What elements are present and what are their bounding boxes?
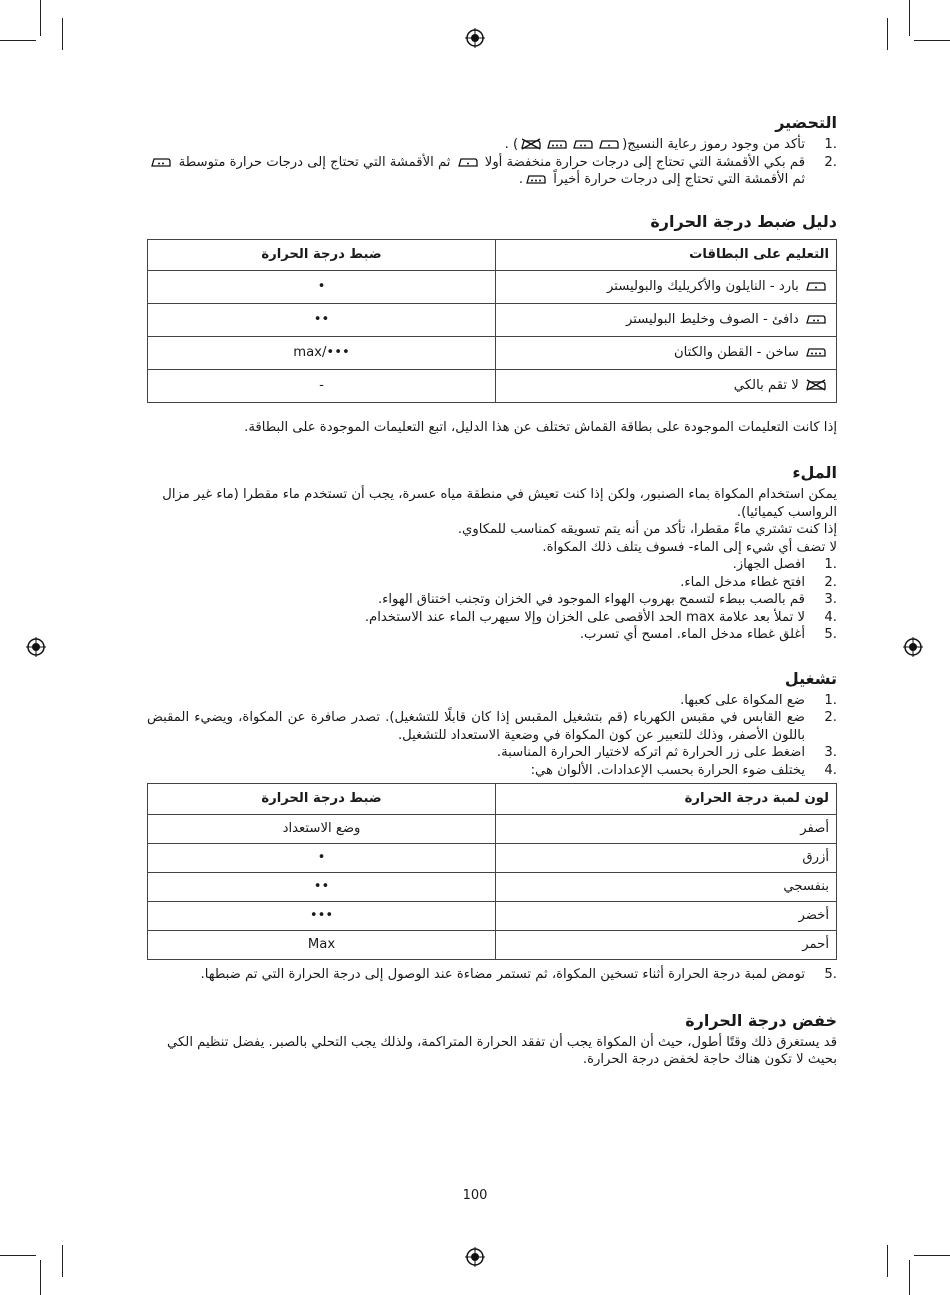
list-item bbox=[147, 744, 837, 762]
table-cell: أصفر bbox=[496, 815, 837, 844]
table-row bbox=[148, 931, 837, 960]
item-number: .5 bbox=[824, 967, 837, 982]
crop-mark bbox=[914, 1255, 950, 1256]
table-cell bbox=[496, 303, 837, 336]
item-text-part: . bbox=[518, 172, 524, 187]
table-row bbox=[148, 902, 837, 931]
crop-mark bbox=[62, 18, 63, 50]
page-content bbox=[147, 112, 837, 1069]
item-text bbox=[147, 136, 805, 154]
column-header-color: لون لمبة درجة الحرارة bbox=[496, 784, 837, 815]
iron-2-dot-icon bbox=[572, 138, 594, 150]
table-header-row bbox=[148, 239, 837, 270]
table-cell: وضع الاستعداد bbox=[148, 815, 496, 844]
item-text: افصل الجهاز. bbox=[732, 557, 805, 572]
list-item bbox=[147, 709, 837, 744]
prep-title: التحضير bbox=[775, 113, 837, 132]
fill-list bbox=[147, 556, 837, 644]
list-item bbox=[147, 136, 837, 154]
table-cell: • bbox=[148, 270, 496, 303]
table-cell: - bbox=[148, 369, 496, 402]
item-text: قم بالصب ببطء لتسمح بهروب الهواء الموجود في الخزان وتجنب اختناق الهواء. bbox=[377, 592, 805, 607]
iron-3-dot-icon bbox=[546, 138, 568, 150]
care-symbol-icons bbox=[518, 137, 622, 152]
guide-title: دليل ضبط درجة الحرارة bbox=[650, 211, 837, 231]
item-text: اضغط على زر الحرارة ثم اتركه لاختيار الحرارة المناسبة. bbox=[496, 745, 805, 760]
item-text: أغلق غطاء مدخل الماء. امسح أي تسرب. bbox=[579, 627, 805, 642]
crop-mark bbox=[40, 1260, 41, 1295]
fill-paragraph: إذا كنت تشتري ماءً مقطرا، تأكد من أنه يتم تسويقه كمناسب للمكاوي. bbox=[457, 522, 837, 537]
row-label: لا تقم بالكي bbox=[733, 377, 799, 393]
table-row bbox=[148, 270, 837, 303]
table-header-row bbox=[148, 784, 837, 815]
crop-mark bbox=[40, 0, 41, 36]
fill-paragraph: لا تضف أي شيء إلى الماء- فسوف يتلف ذلك المكواة. bbox=[542, 539, 837, 555]
item-text: ضع المكواة على كعبها. bbox=[680, 692, 805, 708]
table-row bbox=[148, 369, 837, 402]
table-cell bbox=[496, 336, 837, 369]
item-text bbox=[147, 154, 805, 189]
item-number: .3 bbox=[824, 592, 837, 607]
page-number: 100 bbox=[462, 1188, 488, 1203]
item-number: .2 bbox=[824, 574, 837, 590]
table-row bbox=[148, 303, 837, 336]
list-item bbox=[147, 626, 837, 644]
table-cell: •• bbox=[148, 303, 496, 336]
item-number: .1 bbox=[824, 137, 837, 152]
operate-title: تشغيل bbox=[784, 668, 837, 688]
row-label: بارد - النايلون والأكريليك والبوليستر bbox=[607, 278, 799, 294]
table-cell: •• bbox=[148, 873, 496, 902]
list-item bbox=[147, 692, 837, 710]
prep-list bbox=[147, 136, 837, 189]
table-cell: • bbox=[148, 844, 496, 873]
guide-note: إذا كانت التعليمات الموجودة على بطاقة القماش تختلف عن هذا الدليل، اتبع التعليمات الموجودة على البطاقة. bbox=[244, 419, 837, 435]
item-number: .1 bbox=[824, 692, 837, 708]
reduce-title: خفض درجة الحرارة bbox=[685, 1010, 837, 1030]
crop-mark bbox=[914, 40, 950, 41]
table-row bbox=[148, 815, 837, 844]
list-item bbox=[147, 591, 837, 609]
item-text-part: ثم الأقمشة التي تحتاج إلى درجات حرارة متوسطة bbox=[178, 154, 451, 170]
table-row bbox=[148, 844, 837, 873]
table-cell: Max bbox=[148, 931, 496, 960]
no-iron-icon bbox=[520, 138, 542, 150]
table-row bbox=[148, 873, 837, 902]
row-label: دافئ - الصوف وخليط البوليستر bbox=[625, 311, 799, 327]
list-item bbox=[147, 154, 837, 189]
registration-mark-icon bbox=[465, 1247, 485, 1267]
list-item bbox=[147, 762, 837, 780]
item-text-part: ) . bbox=[504, 137, 519, 152]
fill-title: الملء bbox=[792, 463, 837, 482]
iron-3-dot-icon bbox=[525, 173, 547, 185]
column-header-label: التعليم على البطاقات bbox=[496, 239, 837, 270]
item-number: .4 bbox=[824, 762, 837, 778]
table-cell: بنفسجي bbox=[496, 873, 837, 902]
table-cell: أخضر bbox=[496, 902, 837, 931]
table-cell: •••/max bbox=[148, 336, 496, 369]
item-number: .2 bbox=[824, 154, 837, 170]
row-label: ساخن - القطن والكتان bbox=[673, 344, 799, 360]
iron-1-dot-icon bbox=[598, 138, 620, 150]
table-cell bbox=[496, 270, 837, 303]
guide-table bbox=[147, 239, 837, 403]
registration-mark-icon bbox=[465, 28, 485, 48]
light-color-table bbox=[147, 783, 837, 960]
list-item bbox=[147, 556, 837, 574]
registration-mark-icon bbox=[26, 637, 46, 657]
table-row bbox=[148, 336, 837, 369]
list-item bbox=[147, 966, 837, 984]
crop-mark bbox=[909, 1260, 910, 1295]
crop-mark bbox=[0, 1255, 36, 1256]
list-item bbox=[147, 574, 837, 592]
table-cell: أزرق bbox=[496, 844, 837, 873]
iron-2-dot-icon bbox=[805, 313, 827, 325]
iron-2-dot-icon bbox=[150, 156, 172, 168]
item-number: .2 bbox=[824, 710, 837, 725]
item-number: .3 bbox=[824, 745, 837, 760]
crop-mark bbox=[909, 0, 910, 36]
item-number: .1 bbox=[824, 557, 837, 572]
item-text: تومض لمبة درجة الحرارة أثناء تسخين المكواة، ثم تستمر مضاءة عند الوصول إلى درجة الحرارة التي تم ضبطها. bbox=[200, 967, 805, 982]
item-text: لا تملأ بعد علامة max الحد الأقصى على الخزان وإلا سيهرب الماء عند الاستخدام. bbox=[364, 609, 805, 625]
crop-mark bbox=[0, 40, 36, 41]
operate-list-continued bbox=[147, 966, 837, 984]
item-text: افتح غطاء مدخل الماء. bbox=[680, 574, 805, 590]
item-text-part: ثم الأقمشة التي تحتاج إلى درجات حرارة أخيراً bbox=[553, 172, 805, 187]
iron-3-dot-icon bbox=[805, 346, 827, 358]
iron-1-dot-icon bbox=[457, 156, 479, 168]
crop-mark bbox=[887, 18, 888, 50]
table-cell: ••• bbox=[148, 902, 496, 931]
item-text: ضع القابس في مقبس الكهرباء (قم بتشغيل المقبس إذا كان قابلًا للتشغيل). تصدر صافرة عن المكواة، ويضيء المقبض باللون الأصفر، وذلك للتعبير عن كون المكواة في وضعية الاستعداد للتشغيل. bbox=[147, 710, 805, 743]
reduce-paragraph: قد يستغرق ذلك وقتًا أطول، حيث أن المكواة يجب أن تفقد الحرارة المتراكمة، ولذلك يجب التحلي بالصبر. يفضل تنظيم الكي بحيث لا تكون هناك حاجة لخفض درجة الحرارة. bbox=[167, 1034, 837, 1067]
operate-list bbox=[147, 692, 837, 780]
item-text-part: قم بكي الأقمشة التي تحتاج إلى درجات حرارة منخفضة أولا bbox=[484, 154, 805, 170]
item-number: .4 bbox=[824, 609, 837, 625]
fill-paragraph: يمكن استخدام المكواة بماء الصنبور، ولكن إذا كنت تعيش في منطقة مياه عسرة، يجب أن تستخدم ماء مقطرا (ماء غير مزال الرواسب كيميائيا). bbox=[162, 487, 837, 520]
crop-mark bbox=[62, 1245, 63, 1277]
list-item bbox=[147, 609, 837, 627]
registration-mark-icon bbox=[903, 637, 923, 657]
item-number: .5 bbox=[824, 627, 837, 642]
item-text: يختلف ضوء الحرارة بحسب الإعدادات. الألوان هي: bbox=[530, 762, 805, 778]
iron-1-dot-icon bbox=[805, 280, 827, 292]
table-cell: أحمر bbox=[496, 931, 837, 960]
column-header-setting: ضبط درجة الحرارة bbox=[148, 784, 496, 815]
crop-mark bbox=[887, 1245, 888, 1277]
column-header-setting: ضبط درجة الحرارة bbox=[148, 239, 496, 270]
no-iron-icon bbox=[805, 379, 827, 391]
item-text-part: تأكد من وجود رموز رعاية النسيج( bbox=[622, 137, 805, 152]
table-cell bbox=[496, 369, 837, 402]
